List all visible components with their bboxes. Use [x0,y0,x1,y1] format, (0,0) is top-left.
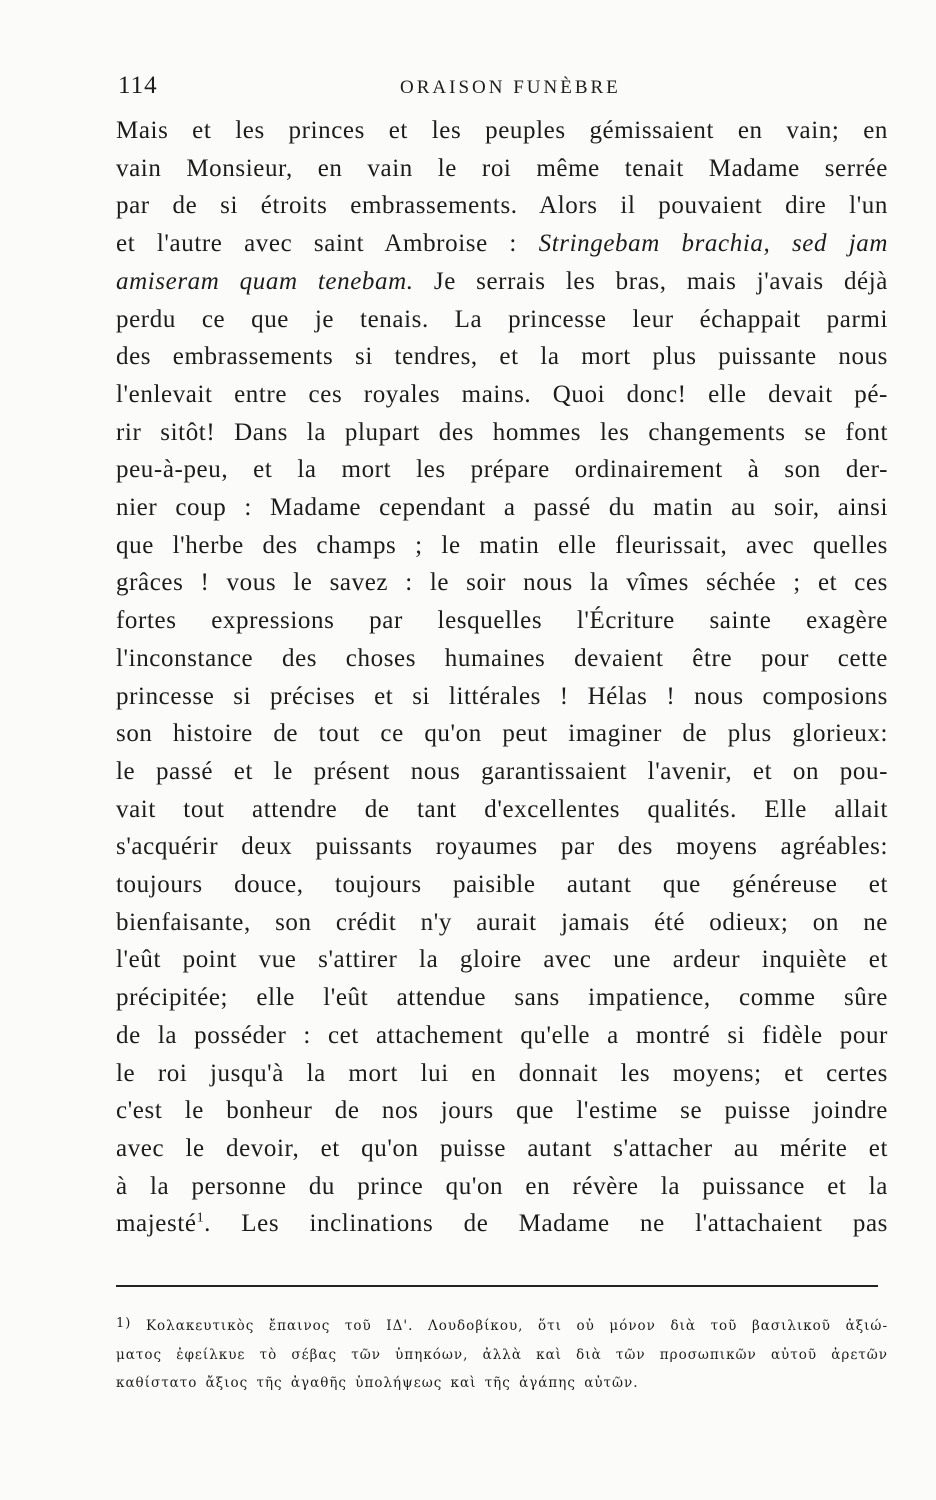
text-line: majesté$^1$. Les inclinations de Madame ne l'attachaient pas [116,1210,888,1238]
text-line: son histoire de tout ce qu'on peut imaginer de plus glorieux: [116,720,888,748]
text-line: l'inconstance des choses humaines devaient être pour cette [116,644,888,672]
footnote-line [116,1312,888,1341]
text-line: peu-à-peu, et la mort les prépare ordinairement à son der- [116,456,888,484]
text-line: princesse si précises et si littérales ! Hélas ! nous composions [116,682,888,710]
text-line: par de si étroits embrassements. Alors il pouvaient dire l'un [116,192,888,220]
footnote [116,1312,888,1397]
text-line: vain Monsieur, en vain le roi même tenait Madame serrée [116,154,888,182]
text-fragment: Les inclinations de Madame ne l'attachaient pas [241,1210,888,1238]
text-line: toujours douce, toujours paisible autant que généreuse et [116,871,888,899]
page-number: 114 [118,72,158,99]
text-line: c'est le bonheur de nos jours que l'estime se puisse joindre [116,1097,888,1125]
text-line: s'acquérir deux puissants royaumes par des moyens agréables: [116,833,888,861]
text-line: vait tout attendre de tant d'excellentes qualités. Elle allait [116,795,888,823]
text-line: avec le devoir, et qu'on puisse autant s'attacher au mérite et [116,1134,888,1162]
text-line: précipitée; elle l'eût attendue sans impatience, comme sûre [116,984,888,1012]
text-line: à la personne du prince qu'on en révère la puissance et la [116,1172,888,1200]
text-line: le passé et le présent nous garantissaient l'avenir, et on pou- [116,757,888,785]
latin-quote: Stringebam brachia, sed jam [538,230,889,258]
text-line: perdu ce que je tenais. La princesse leur échappait parmi [116,305,888,333]
text-line: nier coup : Madame cependant a passé du matin au soir, ainsi [116,494,888,522]
text-fragment: majesté [116,1210,197,1238]
text-line: Mais et les princes et les peuples gémissaient en vain; en [116,117,888,144]
text-line: grâces ! vous le savez : le soir nous la vîmes séchée ; et ces [116,569,888,597]
text-fragment: Je serrais les bras, mais j'avais déjà [433,267,888,295]
footnote-line: καθίστατο ἄξιος τῆς ἀγαθῆς ὑπολήψεως καὶ τῆς ἀγάπης αὐτῶν. [116,1375,639,1391]
running-head [118,72,888,106]
footnote-text: Κολακευτικὸς ἔπαινος τοῦ ΙΔ'. Λουδοβίκου, ὅτι οὐ μόνον διὰ τοῦ βασιλικοῦ ἀξιώ- [145,1318,889,1334]
text-line [116,263,888,301]
running-title: ORAISON FUNÈBRE [400,77,621,98]
text-fragment: et l'autre avec saint Ambroise : [116,230,517,258]
latin-quote-end: amiseram quam tenebam. [116,267,414,295]
text-line: bienfaisante, son crédit n'y aurait jamais été odieux; on ne [116,908,888,936]
footnote-divider [116,1285,878,1287]
body-text [116,112,888,1243]
text-line: rir sitôt! Dans la plupart des hommes les changements se font [116,418,888,446]
text-line [116,225,888,263]
footnote-marker: 1) [116,1316,132,1331]
text-line: le roi jusqu'à la mort lui en donnait les moyens; et certes [116,1059,888,1087]
text-line: fortes expressions par lesquelles l'Écriture sainte exagère [116,607,888,635]
text-line: l'eût point vue s'attirer la gloire avec une ardeur inquiète et [116,946,888,974]
text-line: l'enlevait entre ces royales mains. Quoi donc! elle devait pé- [116,380,888,408]
footnote-reference: 1 [196,1211,205,1227]
text-line: de la posséder : cet attachement qu'elle a montré si fidèle pour [116,1021,888,1049]
text-line: que l'herbe des champs ; le matin elle fleurissait, avec quelles [116,531,888,559]
footnote-line: ματος ἐφείλκυε τὸ σέβας τῶν ὑπηκόων, ἀλλὰ καὶ διὰ τῶν προσωπικῶν αὐτοῦ ἀρετῶν [116,1347,888,1363]
text-line: des embrassements si tendres, et la mort plus puissante nous [116,343,888,371]
